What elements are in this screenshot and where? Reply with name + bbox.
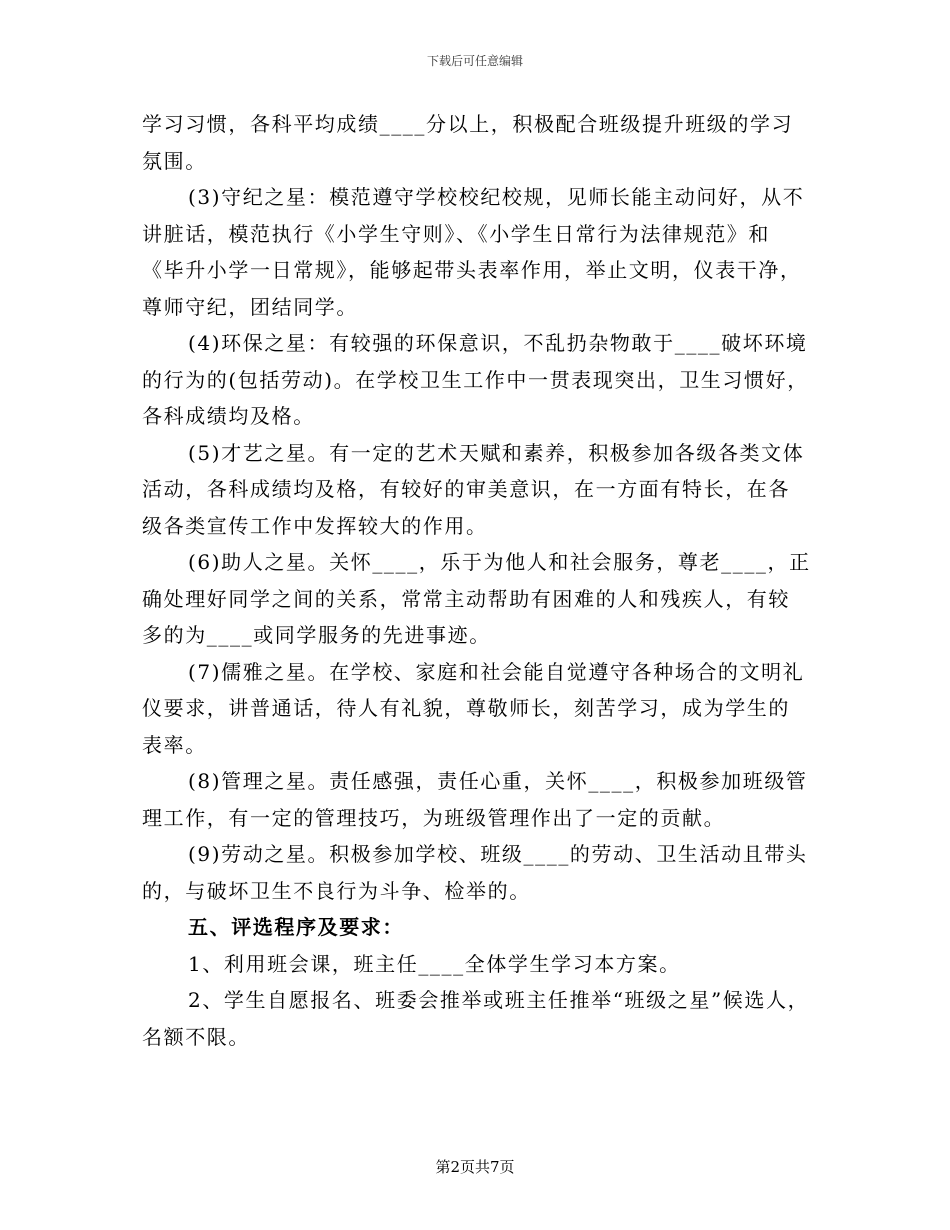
section-heading: 五、评选程序及要求：	[188, 915, 404, 939]
text-line: 确处理好同学之间的关系，常常主动帮助有困难的人和残疾人，有较	[142, 586, 790, 611]
text-line: 仪要求，讲普通话，待人有礼貌，尊敬师长，刻苦学习，成为学生的	[142, 696, 790, 720]
text-line: 各科成绩均及格。	[142, 404, 315, 428]
text-line-step-2: 2、学生自愿报名、班委会推举或班主任推举“班级之星”候选人，	[188, 988, 810, 1012]
text-line: 级各类宣传工作中发挥较大的作用。	[142, 513, 488, 538]
text-line-item-7: (7)儒雅之星。在学校、家庭和社会能自觉遵守各种场合的文明礼	[188, 659, 805, 684]
text-line: 多的为____或同学服务的先进事迹。	[142, 623, 491, 647]
text-line: 氛围。	[142, 148, 207, 173]
text-line: 活动，各科成绩均及格，有较好的审美意识，在一方面有特长，在各	[142, 477, 790, 501]
text-line: 表率。	[142, 732, 207, 757]
text-line: 尊师守纪，团结同学。	[142, 294, 358, 319]
text-line: 理工作，有一定的管理技巧，为班级管理作出了一定的贡献。	[142, 805, 726, 830]
text-line-item-4: (4)环保之星：有较强的环保意识，不乱扔杂物敢于____破坏环境	[188, 331, 808, 355]
text-line-item-9: (9)劳动之星。积极参加学校、班级____的劳动、卫生活动且带头	[188, 842, 808, 866]
text-line: 的，与破坏卫生不良行为斗争、检举的。	[142, 878, 531, 903]
text-line-item-6: (6)助人之星。关怀____，乐于为他人和社会服务，尊老____，正	[188, 550, 811, 574]
page-header: 下载后可任意编辑	[426, 54, 523, 68]
text-line-step-1: 1、利用班会课，班主任____全体学生学习本方案。	[188, 951, 681, 976]
text-line-item-3: (3)守纪之星：模范遵守学校校纪校规，见师长能主动问好，从不	[188, 185, 805, 209]
text-line: 《毕升小学一日常规》，能够起带头表率作用，举止文明，仪表干净，	[142, 258, 802, 282]
page-footer: 第2页共7页	[435, 1158, 515, 1176]
text-line: 讲脏话，模范执行《小学生守则》、《小学生日常行为法律规范》和	[142, 221, 770, 246]
text-line: 的行为的(包括劳动)。在学校卫生工作中一贯表现突出，卫生习惯好，	[142, 367, 809, 392]
text-line: 名额不限。	[142, 1024, 250, 1049]
text-line: 学习习惯，各科平均成绩____分以上，积极配合班级提升班级的学习	[142, 112, 794, 136]
document-body	[142, 106, 810, 1055]
text-line-item-8: (8)管理之星。责任感强，责任心重，关怀____，积极参加班级管	[188, 769, 808, 793]
text-line-item-5: (5)才艺之星。有一定的艺术天赋和素养，积极参加各级各类文体	[188, 440, 805, 465]
